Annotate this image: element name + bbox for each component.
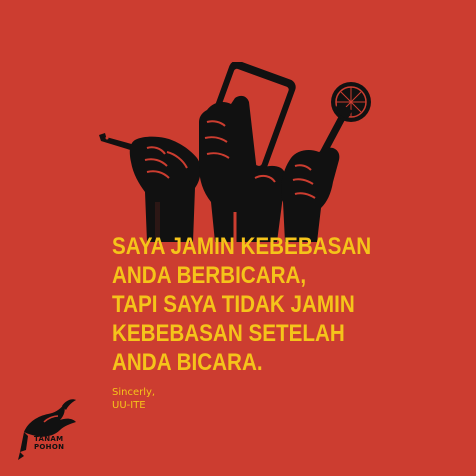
pen-nib-logo-icon — [14, 392, 84, 464]
logo-text-line: POHON — [34, 443, 65, 451]
left-fist-icon — [130, 137, 201, 242]
headline-line: ANDA BERBICARA, — [112, 262, 307, 289]
signature — [112, 386, 155, 412]
headline-line: KEBEBASAN SETELAH — [112, 320, 345, 347]
tanam-pohon-logo — [14, 392, 84, 464]
headline-line: SAYA JAMIN KEBEBASAN — [112, 233, 372, 260]
right-fist-icon — [281, 148, 339, 242]
headline — [112, 232, 387, 377]
signature-salutation: Sincerly, — [112, 387, 156, 398]
logo-text-line: TANAM — [34, 435, 64, 443]
logo-text — [34, 435, 64, 451]
raised-fists-illustration — [95, 62, 385, 242]
headline-line: TAPI SAYA TIDAK JAMIN — [112, 291, 355, 318]
signature-name: UU-ITE — [112, 400, 146, 411]
headline-line: ANDA BICARA. — [112, 349, 263, 376]
